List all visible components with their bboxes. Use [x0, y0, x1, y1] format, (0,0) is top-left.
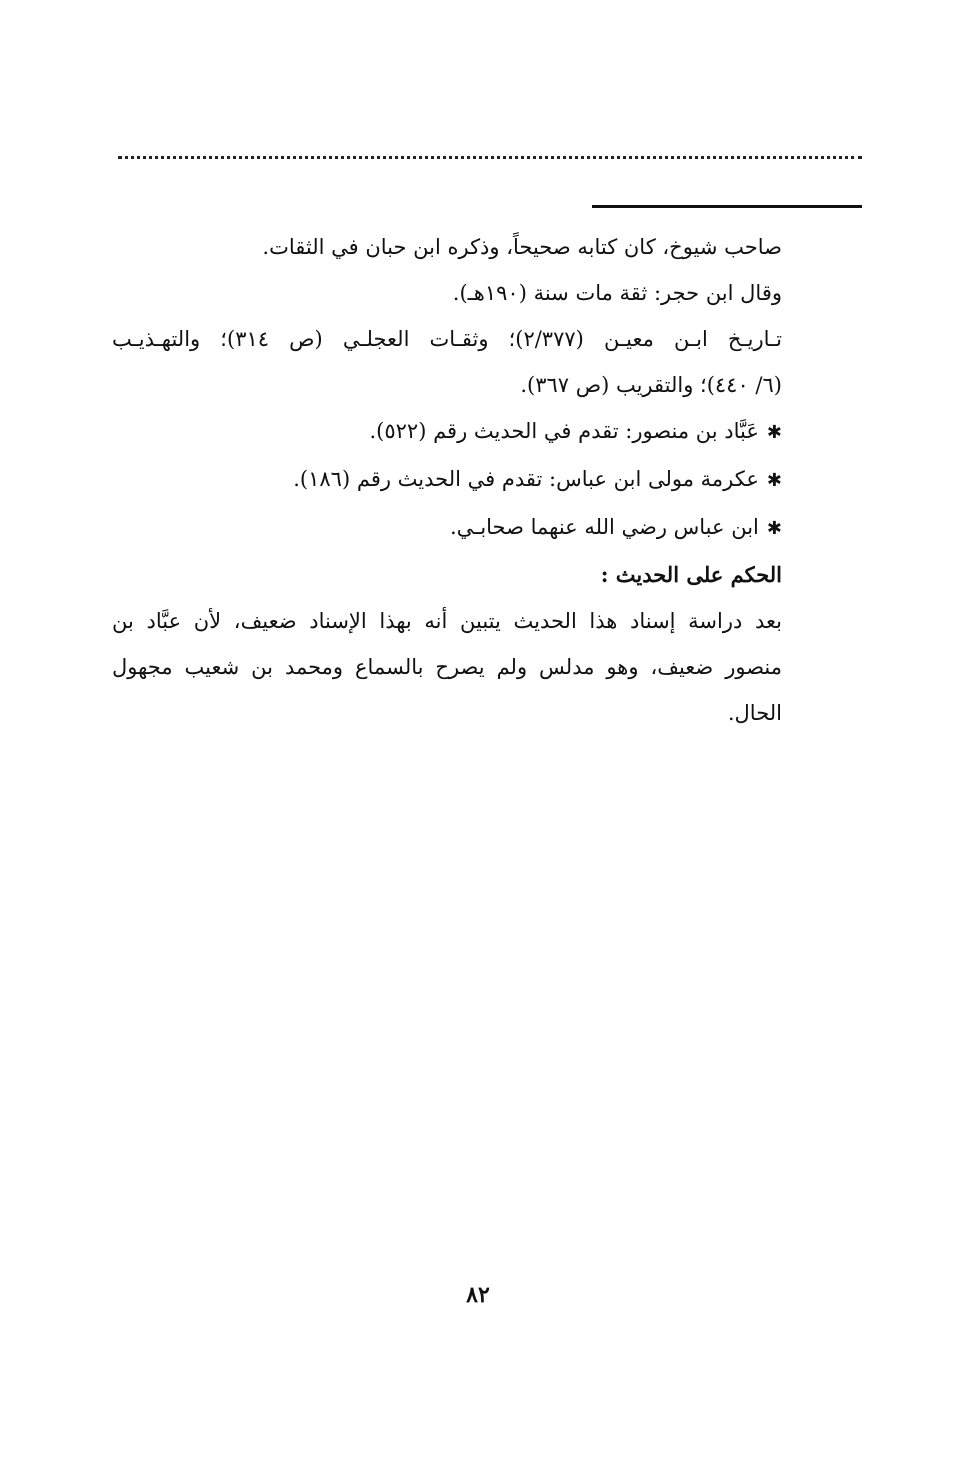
narrator-text: عكرمة مولى ابن عباس: تقدم في الحديث رقم (١٨٦).	[293, 467, 759, 491]
asterisk-bullet-icon: ✱	[766, 422, 782, 443]
asterisk-bullet-icon: ✱	[766, 470, 782, 491]
narrator-item	[112, 504, 782, 552]
footnote-line-2: وقال ابن حجر: ثقة مات سنة (١٩٠هـ).	[452, 281, 782, 305]
footnote-references-line-1: تـاريـخ ابـن معيـن (٢/٣٧٧)؛ وثقـات العجلـي (ص ٣١٤)؛ والتهـذيـب	[112, 327, 782, 351]
narrator-item	[112, 456, 782, 504]
verdict-line-2: منصور ضعيف، وهو مدلس ولم يصرح بالسماع ومحمد بن شعيب مجهول	[112, 655, 782, 679]
section-heading: الحكم على الحديث :	[600, 562, 782, 587]
page-body	[112, 224, 782, 736]
footnote-separator	[592, 205, 862, 208]
narrator-text: عَبَّاد بن منصور: تقدم في الحديث رقم (٥٢٢).	[369, 419, 759, 443]
narrator-item	[112, 408, 782, 456]
verdict-line-1: بعد دراسة إسناد هذا الحديث يتبين أنه بهذا الإسناد ضعيف، لأن عبَّاد بن	[112, 609, 782, 633]
narrator-text: ابن عباس رضي الله عنهما صحابـي.	[449, 515, 759, 539]
asterisk-bullet-icon: ✱	[766, 518, 782, 539]
footnote-references-line-2: (٦/ ٤٤٠)؛ والتقريب (ص ٣٦٧).	[520, 373, 782, 397]
footnote-line-1: صاحب شيوخ، كان كتابه صحيحاً، وذكره ابن حبان في الثقات.	[262, 235, 782, 259]
verdict-line-3: الحال.	[727, 701, 782, 725]
dotted-separator	[118, 156, 862, 159]
page-number: ٨٢	[466, 1282, 490, 1308]
